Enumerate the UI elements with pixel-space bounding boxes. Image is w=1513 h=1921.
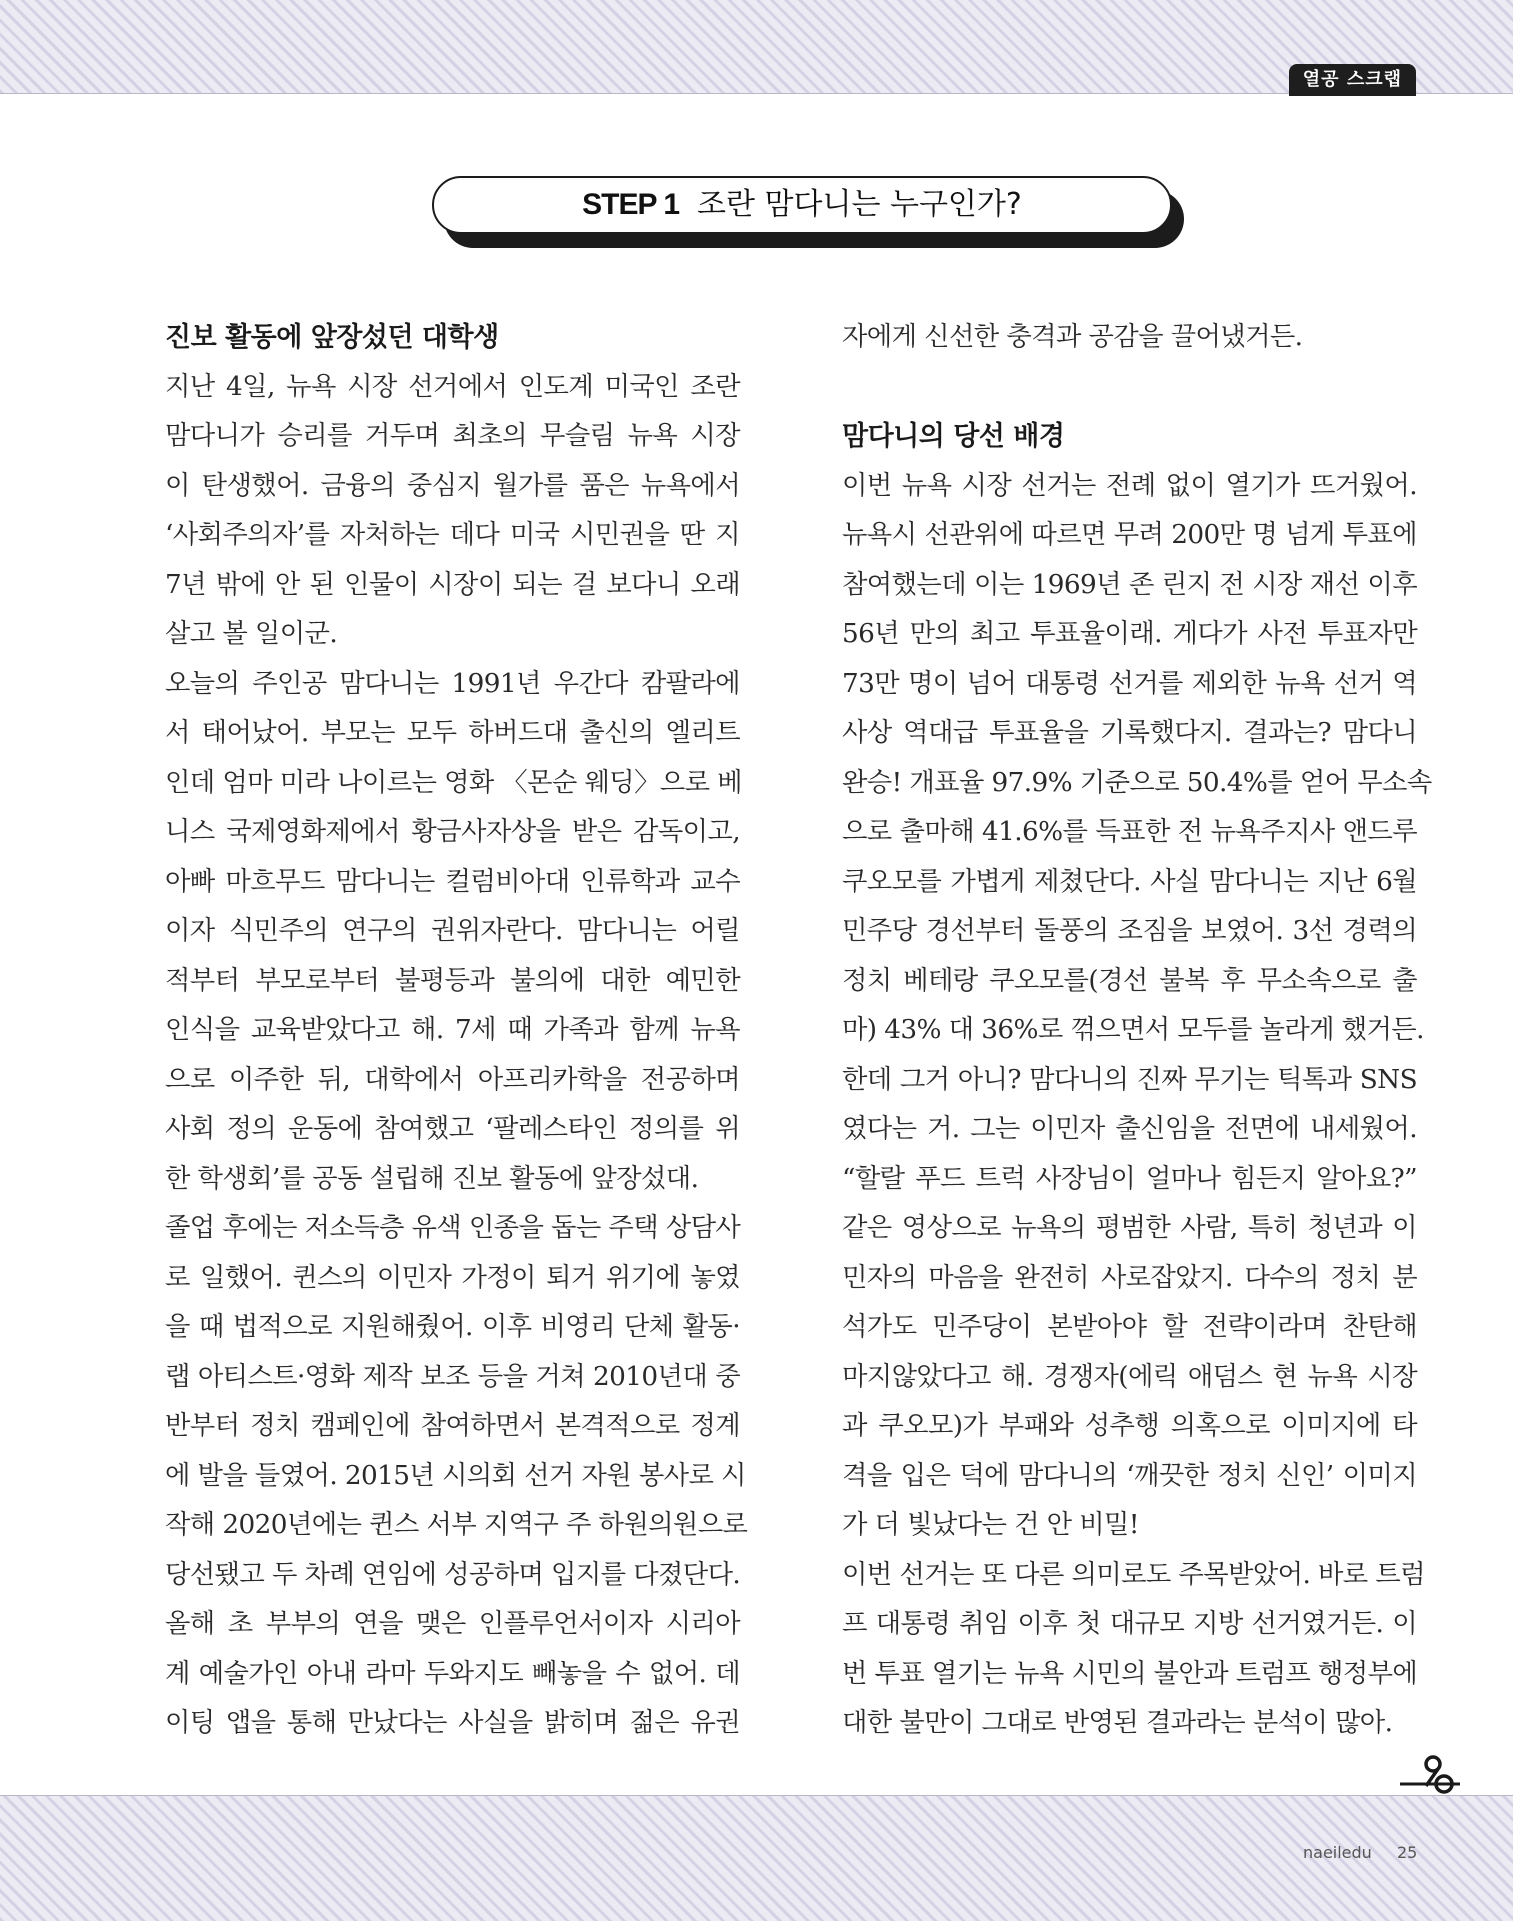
article-right-column <box>842 313 1432 1749</box>
text-line: 가 더 빛났다는 건 안 비밀! <box>842 1510 1139 1540</box>
text-line: 대한 불만이 그대로 반영된 결과라는 분석이 많아. <box>842 1708 1393 1738</box>
step-number: STEP 1 <box>582 188 680 221</box>
text-line: 과 쿠오모)가 부패와 성추행 의혹으로 이미지에 타 <box>842 1411 1417 1441</box>
text-line: 아빠 마흐무드 맘다니는 컬럼비아대 인류학과 교수 <box>165 866 740 897</box>
section-heading: 진보 활동에 앞장섰던 대학생 <box>165 322 499 353</box>
text-line: 맘다니가 승리를 거두며 최초의 무슬림 뉴욕 시장 <box>165 421 740 451</box>
text-line: 서 태어났어. 부모는 모두 하버드대 출신의 엘리트 <box>165 718 740 748</box>
text-line: 사회 정의 운동에 참여했고 ‘팔레스타인 정의를 위 <box>165 1114 740 1144</box>
text-line: 번 투표 열기는 뉴욕 시민의 불안과 트럼프 행정부에 <box>842 1658 1418 1689</box>
footer-brand: naeiledu <box>1303 1843 1372 1862</box>
text-line: 한데 그거 아니? 맘다니의 진짜 무기는 틱톡과 SNS <box>842 1064 1417 1095</box>
text-line: 반부터 정치 캠페인에 참여하면서 본격적으로 정계 <box>165 1411 740 1441</box>
spacer <box>842 363 1417 413</box>
text-line: 당선됐고 두 차례 연임에 성공하며 입지를 다졌단다. <box>165 1559 741 1590</box>
text-line: 올해 초 부부의 연을 맺은 인플루언서이자 시리아 <box>165 1609 740 1639</box>
text-line: 이팅 앱을 통해 만났다는 사실을 밝히며 젊은 유권 <box>165 1708 740 1738</box>
text-line: 이자 식민주의 연구의 권위자란다. 맘다니는 어릴 <box>165 916 740 946</box>
text-line: 참여했는데 이는 1969년 존 린지 전 시장 재선 이후 <box>842 569 1417 600</box>
text-line: 민주당 경선부터 돌풍의 조짐을 보였어. 3선 경력의 <box>842 916 1417 946</box>
text-line: 뉴욕시 선관위에 따르면 무려 200만 명 넘게 투표에 <box>842 520 1417 550</box>
text-line: 격을 입은 덕에 맘다니의 ‘깨끗한 정치 신인’ 이미지 <box>842 1460 1417 1491</box>
text-line: “할랄 푸드 트럭 사장님이 얼마나 힘든지 알아요?” <box>842 1163 1417 1194</box>
top-stripe-band <box>0 0 1513 94</box>
text-line: 이번 선거는 또 다른 의미로도 주목받았어. 바로 트럼 <box>842 1559 1425 1590</box>
text-line: 마지않았다고 해. 경쟁자(에릭 애덤스 현 뉴욕 시장 <box>842 1361 1417 1392</box>
section-heading: 맘다니의 당선 배경 <box>842 421 1065 452</box>
text-line: 정치 베테랑 쿠오모를(경선 불복 후 무소속으로 출 <box>842 965 1417 996</box>
text-line: 였다는 거. 그는 이민자 출신임을 전면에 내세웠어. <box>842 1114 1417 1144</box>
text-line: 지난 4일, 뉴욕 시장 선거에서 인도계 미국인 조란 <box>165 371 740 402</box>
text-line: 을 때 법적으로 지원해줬어. 이후 비영리 단체 활동· <box>165 1312 740 1342</box>
text-line: ‘사회주의자’를 자처하는 데다 미국 시민권을 딴 지 <box>165 520 740 550</box>
text-line: 로 일했어. 퀸스의 이민자 가정이 퇴거 위기에 놓였 <box>165 1262 740 1293</box>
text-line: 이 탄생했어. 금융의 중심지 월가를 품은 뉴욕에서 <box>165 470 740 501</box>
text-line: 56년 만의 최고 투표율이래. 게다가 사전 투표자만 <box>842 619 1417 649</box>
scissors-icon <box>1398 1750 1462 1800</box>
text-line: 민자의 마음을 완전히 사로잡았지. 다수의 정치 분 <box>842 1262 1417 1293</box>
text-line: 쿠오모를 가볍게 제쳤단다. 사실 맘다니는 지난 6월 <box>842 866 1417 897</box>
text-line: 적부터 부모로부터 불평등과 불의에 대한 예민한 <box>165 965 740 996</box>
section-tab-label: 열공 스크랩 <box>1289 64 1416 96</box>
text-line: 프 대통령 취임 이후 첫 대규모 지방 선거였거든. 이 <box>842 1609 1417 1639</box>
text-line: 한 학생회’를 공동 설립해 진보 활동에 앞장섰대. <box>165 1163 699 1194</box>
text-line: 으로 출마해 41.6%를 득표한 전 뉴욕주지사 앤드루 <box>842 817 1417 847</box>
text-line: 에 발을 들였어. 2015년 시의회 선거 자원 봉사로 시 <box>165 1460 746 1491</box>
text-line: 석가도 민주당이 본받아야 할 전략이라며 찬탄해 <box>842 1312 1417 1342</box>
text-line: 같은 영상으로 뉴욕의 평범한 사람, 특히 청년과 이 <box>842 1213 1417 1243</box>
text-line: 계 예술가인 아내 라마 두와지도 빼놓을 수 없어. 데 <box>165 1658 740 1689</box>
text-line: 졸업 후에는 저소득층 유색 인종을 돕는 주택 상담사 <box>165 1213 741 1243</box>
text-line: 마) 43% 대 36%로 꺾으면서 모두를 놀라게 했거든. <box>842 1015 1424 1045</box>
page-number: 25 <box>1397 1843 1418 1862</box>
text-line: 인데 엄마 미라 나이르는 영화 〈몬순 웨딩〉으로 베 <box>165 767 742 798</box>
text-line: 살고 볼 일이군. <box>165 619 338 649</box>
text-line: 니스 국제영화제에서 황금사자상을 받은 감독이고, <box>165 817 740 847</box>
text-line: 완승! 개표율 97.9% 기준으로 50.4%를 얻어 무소속 <box>842 767 1432 798</box>
text-line: 오늘의 주인공 맘다니는 1991년 우간다 캄팔라에 <box>165 668 740 699</box>
article-left-column <box>165 313 748 1749</box>
text-line: 사상 역대급 투표율을 기록했다지. 결과는? 맘다니 <box>842 718 1417 748</box>
text-line: 73만 명이 넘어 대통령 선거를 제외한 뉴욕 선거 역 <box>842 668 1417 699</box>
text-line: 랩 아티스트·영화 제작 보조 등을 거쳐 2010년대 중 <box>165 1361 740 1392</box>
step-title: 조란 맘다니는 누구인가? <box>697 187 1022 222</box>
text-line: 자에게 신선한 충격과 공감을 끌어냈거든. <box>842 322 1303 352</box>
step-banner <box>432 176 1172 234</box>
text-line: 으로 이주한 뒤, 대학에서 아프리카학을 전공하며 <box>165 1064 740 1095</box>
bottom-stripe-band <box>0 1795 1513 1921</box>
text-line: 이번 뉴욕 시장 선거는 전례 없이 열기가 뜨거웠어. <box>842 470 1417 501</box>
text-line: 7년 밖에 안 된 인물이 시장이 되는 걸 보다니 오래 <box>165 569 740 600</box>
text-line: 인식을 교육받았다고 해. 7세 때 가족과 함께 뉴욕 <box>165 1015 740 1045</box>
text-line: 작해 2020년에는 퀸스 서부 지역구 주 하원의원으로 <box>165 1510 748 1540</box>
